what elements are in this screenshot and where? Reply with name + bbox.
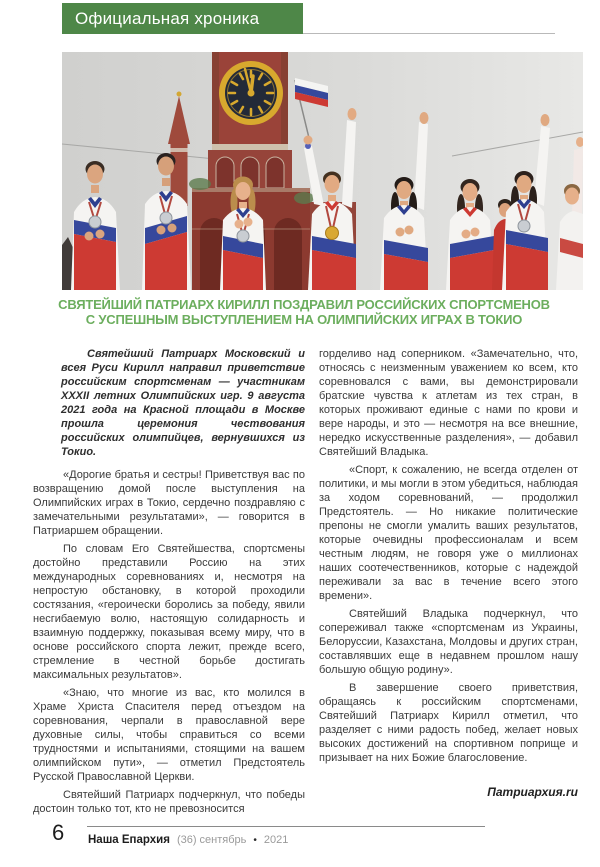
tree [294, 192, 314, 204]
paragraph: Святейший Патриарх подчеркнул, что победы достоин только тот, кто не превозносится [33, 789, 305, 815]
athletes-red-square-photo [62, 52, 583, 290]
issue-info: (36) сентябрь [176, 834, 247, 846]
section-header-bar [62, 3, 303, 34]
paragraph: Святейший Владыка подчеркнул, что сопереживал также «спортсменам из Украины, Белоруссии, Казахстана, Молдовы и других стран, составлявших еще в недавнем прошлом нашу большую общую родину». [319, 608, 578, 676]
footer-rule [87, 826, 485, 827]
article-columns [33, 347, 578, 819]
paragraph: «Спорт, к сожалению, не всегда отделен от политики, и мы могли в этом убедиться, наблюдая за ходом соревнований, — продолжил Предстоятель. — Но никакие политические препоны не смогли умалить ваших результатов, которые очевидны профессионалам и всем честным людям, не говоря уже о миллионах наших соотечественников, которые с надеждой переживали за вас в течение всего этого времени». [319, 464, 578, 602]
year: 2021 [263, 834, 289, 846]
tree [189, 178, 211, 190]
tower-clock [219, 61, 283, 125]
section-header-label: Официальная хроника [75, 8, 260, 28]
paragraph: «Знаю, что многие из вас, кто молился в Храме Христа Спасителя перед отъездом на соревнования, черпали в православной вере духовные силы, чтобы справиться со всеми трудностями и испытаниями, стоящими на вашем олимпийском пути», — отметил Предстоятель Русской Православной Церкви. [33, 687, 305, 783]
article-title [30, 297, 578, 327]
photo-figure [62, 52, 583, 290]
source-signature: Патриархия.ru [487, 785, 578, 799]
paragraph-lead: Святейший Патриарх Московский и всея Руси Кирилл направил приветствие российским спортсменам — участникам XXXII летних Олимпийских игр. 9 августа 2021 года на Красной площади в Москве прошла церемония чествования российских олимпийцев, вернувшихся из Токио. [61, 348, 305, 458]
page-number: 6 [52, 820, 65, 845]
bullet-separator: • [253, 835, 257, 846]
article-title-line-2: С УСПЕШНЫМ ВЫСТУПЛЕНИЕМ НА ОЛИМПИЙСКИХ ИГРАХ В ТОКИО [85, 312, 523, 327]
header-rule [303, 33, 555, 34]
paragraph: В завершение своего приветствия, обращаясь к российским спортсменами, Святейший Патриарх Кирилл отметил, что разделяет с ними радость побед, желает новых высоких достижений на спортивном поприще и призывает на них Божие благословение. [319, 682, 578, 764]
medal [518, 220, 530, 232]
medal [160, 212, 172, 224]
journal-name: Наша Епархия [88, 834, 170, 846]
medal [237, 230, 249, 242]
medal [89, 216, 101, 228]
column-right [319, 347, 578, 819]
paragraph: «Дорогие братья и сестры! Приветствуя вас по возвращению домой после выступления на Олимпийских играх в Токио, сердечно поздравляю с замечательными результатами», — говорится в Патриаршем обращении. [33, 469, 305, 537]
gold-medal [326, 227, 339, 240]
column-left [33, 347, 305, 819]
paragraph: По словам Его Святейшества, спортсмены достойно представили Россию на этих международных соревнованиях и, несмотря на непростую обстановку, в которой проходили состязания, «героически боролись за победу, явили несгибаемую волю, настоящую солидарность и взаимную поддержку, показывая всему миру, что в основе российского спорта лежит, прежде всего, стремление в честной борьбе достигать максимальных результатов». [33, 543, 305, 681]
footer [88, 834, 288, 846]
paragraph: горделиво над соперником. «Замечательно, что, относясь с неизменным уважением ко всем, кто соревновался с вами, вы демонстрировали братские чувства к атлетам из тех стран, в которых проживают единые с нами по крови и вере народы, и это — несмотря на все внешние, нередко искусственные разделения», — добавил Святейший Владыка. [319, 348, 578, 458]
article-title-line-1: СВЯТЕЙШИЙ ПАТРИАРХ КИРИЛЛ ПОЗДРАВИЛ РОССИЙСКИХ СПОРТСМЕНОВ [58, 297, 550, 312]
